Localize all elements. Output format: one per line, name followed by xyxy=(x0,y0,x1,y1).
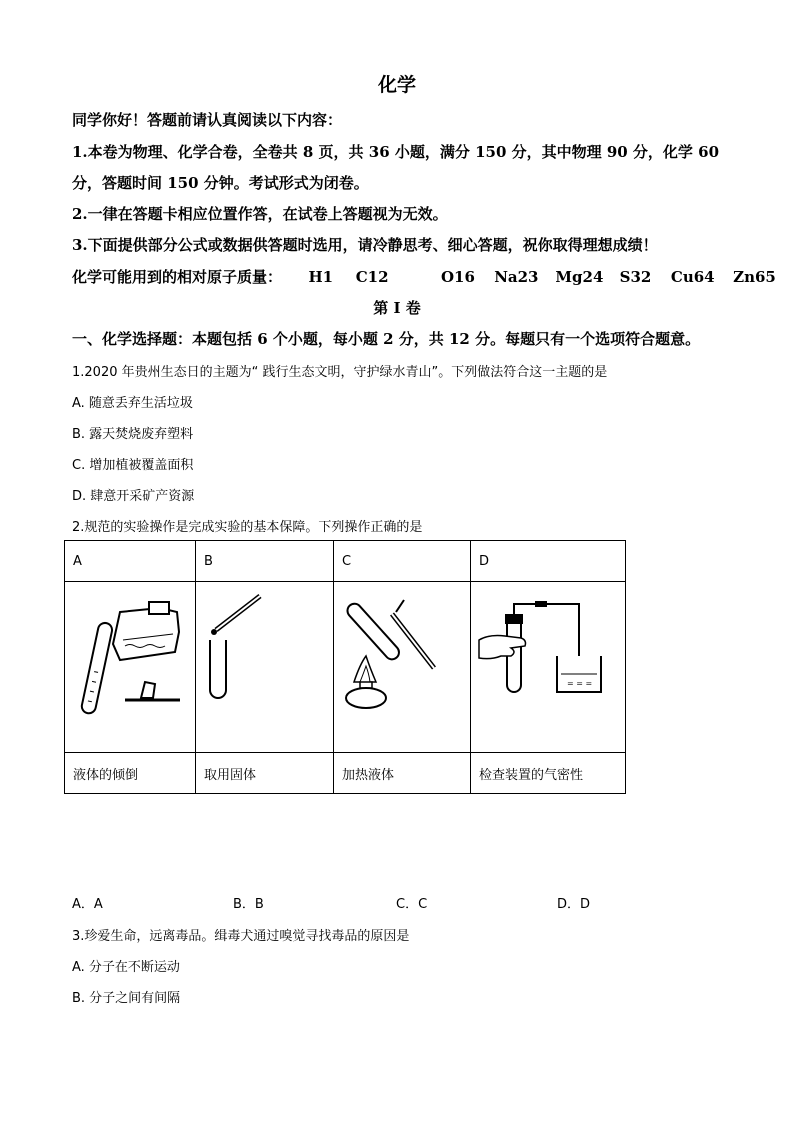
illustration-taking-solid xyxy=(196,582,334,753)
instruction-1b: 分，答题时间 150 分钟。考试形式为闭卷。 xyxy=(72,174,369,192)
question-1-option-b: B. 露天焚烧废弃塑料 xyxy=(72,427,194,442)
mass-cu: Cu64 xyxy=(670,268,715,286)
table-header-b: B xyxy=(196,541,334,582)
question-3-option-a: A. 分子在不断运动 xyxy=(72,960,180,975)
caption-b: 取用固体 xyxy=(196,753,334,794)
atomic-mass-line xyxy=(72,266,776,287)
question-1-option-d: D. 肆意开采矿产资源 xyxy=(72,489,195,504)
question-2-answer-b: B．B xyxy=(233,897,264,912)
mass-h: H1 xyxy=(308,268,334,286)
mass-c: C12 xyxy=(355,268,389,286)
question-3-option-b: B. 分子之间有间隔 xyxy=(72,991,181,1006)
operations-table xyxy=(64,540,626,794)
table-header-a: A xyxy=(65,541,196,582)
mass-zn: Zn65 xyxy=(733,268,776,286)
mass-mg: Mg24 xyxy=(555,268,604,286)
illustration-pouring-liquid xyxy=(65,582,196,753)
mass-s: S32 xyxy=(619,268,652,286)
question-1-option-c: C. 增加植被覆盖面积 xyxy=(72,458,194,473)
question-2-answer-d: D．D xyxy=(557,897,591,912)
illustration-heating-liquid xyxy=(334,582,471,753)
caption-a: 液体的倾倒 xyxy=(65,753,196,794)
question-1-option-a: A. 随意丢弃生活垃圾 xyxy=(72,396,193,411)
mass-o: O16 xyxy=(440,268,475,286)
caption-d: 检查装置的气密性 xyxy=(471,753,626,794)
question-2-answer-a: A．A xyxy=(72,897,103,912)
section-heading: 一、化学选择题：本题包括 6 个小题，每小题 2 分，共 12 分。每题只有一个选项符合题意。 xyxy=(72,330,701,348)
table-header-d: D xyxy=(471,541,626,582)
question-2-stem: 2.规范的实验操作是完成实验的基本保障。下列操作正确的是 xyxy=(72,520,423,535)
mass-na: Na23 xyxy=(494,268,539,286)
svg-text:= = =: = = = xyxy=(567,679,593,688)
question-2-answer-c: C．C xyxy=(396,897,428,912)
instruction-3: 3.下面提供部分公式或数据供答题时选用，请冷静思考、细心答题，祝你取得理想成绩！ xyxy=(72,236,658,254)
paper-title: 化学 xyxy=(377,74,416,96)
caption-c: 加热液体 xyxy=(334,753,471,794)
instruction-2: 2.一律在答题卡相应位置作答，在试卷上答题视为无效。 xyxy=(72,205,448,223)
question-1-stem: 1.2020 年贵州生态日的主题为“ 践行生态文明，守护绿水青山”。下列做法符合这一主题的是 xyxy=(72,365,608,380)
question-3-stem: 3.珍爱生命，远离毒品。缉毒犬通过嗅觉寻找毒品的原因是 xyxy=(72,929,410,944)
volume-heading: 第 I 卷 xyxy=(373,299,421,317)
table-header-c: C xyxy=(334,541,471,582)
atomic-mass-label: 化学可能用到的相对原子质量： xyxy=(72,268,283,286)
illustration-airtightness-check xyxy=(471,582,626,753)
instruction-1a: 1.本卷为物理、化学合卷，全卷共 8 页，共 36 小题，满分 150 分，其中物理 90 分，化学 60 xyxy=(72,143,720,161)
greeting: 同学你好！答题前请认真阅读以下内容： xyxy=(72,111,343,129)
